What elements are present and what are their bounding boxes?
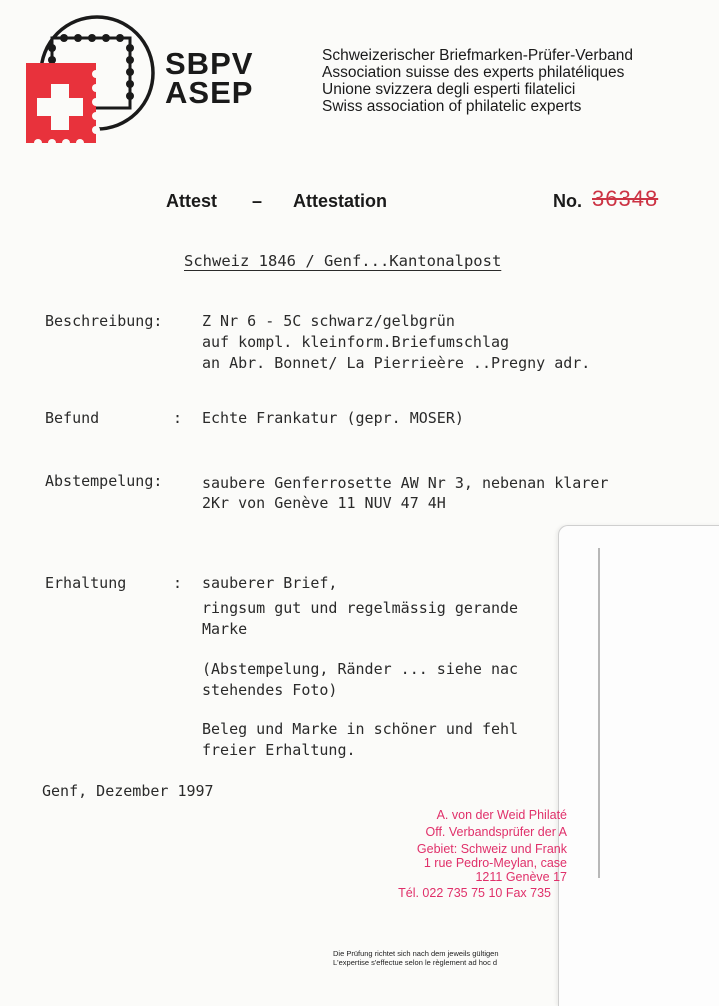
footer-line-de: Die Prüfung richtet sich nach dem jeweils gültigen [333, 949, 499, 958]
erhaltung-colon: : [173, 574, 183, 592]
org-name-fr: Association suisse des experts philatéliques [322, 64, 625, 81]
beschreibung-line-2: auf kompl. kleinform.Briefumschlag [202, 333, 510, 351]
title-attest: Attest [166, 191, 218, 211]
title-attestation: Attestation [293, 191, 387, 211]
subject-line: Schweiz 1846 / Genf...Kantonalpost [184, 252, 502, 270]
footer-line-fr: L'expertise s'effectue selon le règlement ad hoc d [333, 958, 498, 967]
title-dash: – [252, 191, 263, 211]
label-abstempelung: Abstempelung: [45, 472, 163, 490]
beschreibung-line-1: Z Nr 6 - 5C schwarz/gelbgrün [202, 312, 455, 330]
erhaltung-line-1: sauberer Brief, [202, 574, 338, 592]
abstempelung-line-2: 2Kr von Genève 11 NUV 47 4H [202, 494, 446, 512]
stamp-line-1: A. von der Weid Philaté [436, 808, 567, 822]
photo-divider [598, 548, 600, 878]
brand-asep: ASEP [165, 75, 254, 110]
stamp-line-6: Tél. 022 735 75 10 Fax 735 [398, 886, 551, 900]
stamp-line-3: Gebiet: Schweiz und Frank [416, 842, 567, 856]
label-befund: Befund [45, 409, 100, 427]
brand-sbpv: SBPV [165, 46, 254, 81]
erhaltung-line-6: Beleg und Marke in schöner und fehl [202, 720, 519, 738]
certificate-number: 36348 [592, 186, 659, 211]
org-name-de: Schweizerischer Briefmarken-Prüfer-Verband [322, 47, 633, 64]
befund-colon: : [173, 409, 183, 427]
erhaltung-line-3: Marke [202, 620, 248, 638]
erhaltung-line-2: ringsum gut und regelmässig gerande [202, 599, 519, 617]
label-beschreibung: Beschreibung: [45, 312, 163, 330]
sbpv-logo [22, 8, 162, 158]
stamp-line-5: 1211 Genève 17 [475, 870, 567, 884]
photo-card [558, 525, 719, 1006]
beschreibung-line-3: an Abr. Bonnet/ La Pierrieère ..Pregny adr. [202, 354, 591, 372]
erhaltung-line-4: (Abstempelung, Ränder ... siehe nac [202, 660, 519, 678]
erhaltung-line-5: stehendes Foto) [202, 681, 338, 699]
place-date: Genf, Dezember 1997 [42, 782, 214, 800]
stamp-line-2: Off. Verbandsprüfer der A [425, 825, 567, 839]
erhaltung-line-7: freier Erhaltung. [202, 741, 356, 759]
label-erhaltung: Erhaltung [45, 574, 127, 592]
swiss-cross-stamp-icon [22, 8, 162, 158]
befund-line-1: Echte Frankatur (gepr. MOSER) [202, 409, 464, 427]
stamp-line-4: 1 rue Pedro-Meylan, case [423, 856, 567, 870]
number-label: No. [553, 191, 582, 211]
org-name-en: Swiss association of philatelic experts [322, 98, 582, 115]
org-name-it: Unione svizzera degli esperti filatelici [322, 81, 576, 98]
abstempelung-line-1: saubere Genferrosette AW Nr 3, nebenan klarer [202, 474, 609, 492]
